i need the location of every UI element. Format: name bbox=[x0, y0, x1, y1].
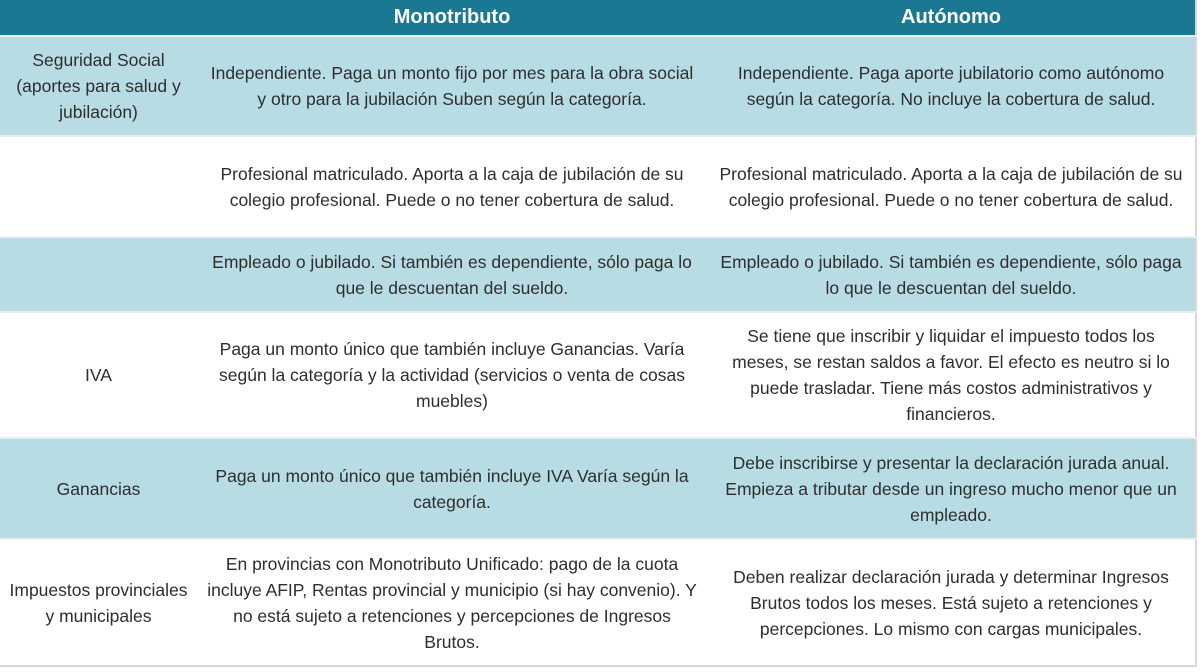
monotributo-cell: Paga un monto único que también incluye IVA Varía según la categoría. bbox=[197, 438, 707, 539]
row-label bbox=[0, 237, 197, 312]
row-label: Impuestos provinciales y municipales bbox=[0, 539, 197, 666]
header-row bbox=[0, 0, 1196, 36]
row-label: Seguridad Social (aportes para salud y jubilación) bbox=[0, 36, 197, 136]
header-empty bbox=[0, 0, 197, 36]
table-row bbox=[0, 539, 1196, 666]
table-row bbox=[0, 312, 1196, 438]
row-label bbox=[0, 136, 197, 237]
autonomo-cell: Empleado o jubilado. Si también es dependiente, sólo paga lo que le descuentan del sueldo. bbox=[707, 237, 1196, 312]
monotributo-cell: Empleado o jubilado. Si también es dependiente, sólo paga lo que le descuentan del sueldo. bbox=[197, 237, 707, 312]
header-autonomo: Autónomo bbox=[707, 0, 1196, 36]
autonomo-cell: Profesional matriculado. Aporta a la caja de jubilación de su colegio profesional. Puede o no tener cobertura de salud. bbox=[707, 136, 1196, 237]
autonomo-cell: Independiente. Paga aporte jubilatorio como autónomo según la categoría. No incluye la cobertura de salud. bbox=[707, 36, 1196, 136]
table-row bbox=[0, 136, 1196, 237]
header-monotributo: Monotributo bbox=[197, 0, 707, 36]
autonomo-cell: Deben realizar declaración jurada y determinar Ingresos Brutos todos los meses. Está sujeto a retenciones y percepciones. Lo mismo con cargas municipales. bbox=[707, 539, 1196, 666]
monotributo-cell: Profesional matriculado. Aporta a la caja de jubilación de su colegio profesional. Puede o no tener cobertura de salud. bbox=[197, 136, 707, 237]
monotributo-cell: Paga un monto único que también incluye Ganancias. Varía según la categoría y la actividad (servicios o venta de cosas muebles) bbox=[197, 312, 707, 438]
autonomo-cell: Debe inscribirse y presentar la declaración jurada anual. Empieza a tributar desde un ingreso mucho menor que un empleado. bbox=[707, 438, 1196, 539]
monotributo-cell: Independiente. Paga un monto fijo por mes para la obra social y otro para la jubilación Suben según la categoría. bbox=[197, 36, 707, 136]
table-row bbox=[0, 438, 1196, 539]
row-label: Ganancias bbox=[0, 438, 197, 539]
autonomo-cell: Se tiene que inscribir y liquidar el impuesto todos los meses, se restan saldos a favor. El efecto es neutro si lo puede trasladar. Tiene más costos administrativos y financieros. bbox=[707, 312, 1196, 438]
row-label: IVA bbox=[0, 312, 197, 438]
table-row bbox=[0, 36, 1196, 136]
monotributo-cell: En provincias con Monotributo Unificado: pago de la cuota incluye AFIP, Rentas provincial y municipio (si hay convenio). Y no está sujeto a retenciones y percepciones de Ingresos Brutos. bbox=[197, 539, 707, 666]
table-row bbox=[0, 237, 1196, 312]
